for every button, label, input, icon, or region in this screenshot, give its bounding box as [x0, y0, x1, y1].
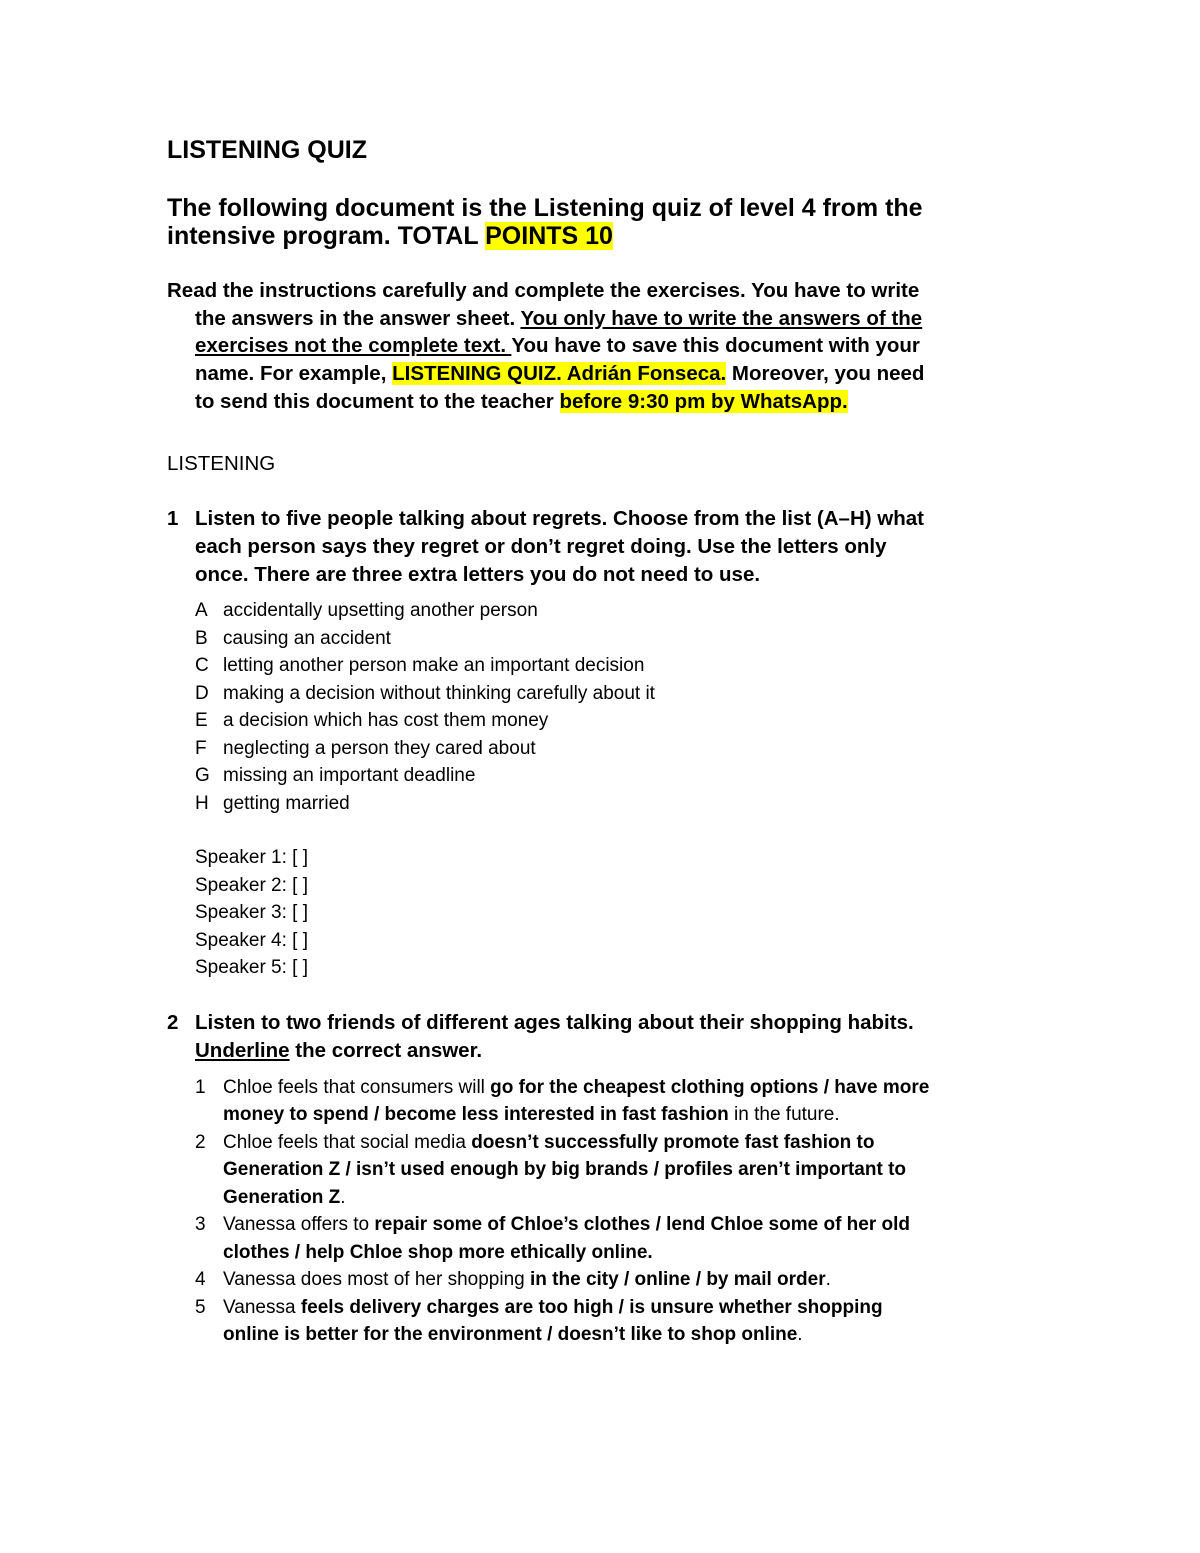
- option-e: [195, 707, 548, 735]
- instructions-underlined: You only have to write the answers of the: [520, 307, 923, 330]
- option-a: [195, 597, 538, 625]
- option-letter: D: [195, 683, 209, 704]
- item-stem: Vanessa does most of her shopping: [223, 1269, 531, 1290]
- item-line: [223, 1321, 803, 1349]
- option-text: getting married: [223, 793, 350, 814]
- example-filename-highlight: LISTENING QUIZ. Adrián Fonseca.: [392, 362, 727, 385]
- answer-choices[interactable]: clothes / help Chloe shop more ethically online.: [223, 1242, 653, 1263]
- speaker-4-answer[interactable]: Speaker 4: [ ]: [195, 930, 309, 951]
- item-number: 1: [195, 1077, 206, 1098]
- instructions-underlined: exercises not the complete text.: [195, 334, 512, 357]
- question-2-line-2: [195, 1037, 482, 1065]
- instructions-line-1: Read the instructions carefully and complete the exercises. You have to write: [167, 279, 920, 302]
- instructions-text: name. For example,: [195, 362, 393, 385]
- instructions-line-5: [195, 388, 848, 416]
- item-stem: .: [340, 1187, 346, 1208]
- answer-choices[interactable]: in the city / online / by mail order: [530, 1269, 826, 1290]
- question-1-number: 1: [167, 507, 179, 530]
- option-letter: H: [195, 793, 209, 814]
- answer-choices[interactable]: doesn’t successfully promote fast fashion to: [471, 1132, 875, 1153]
- item-number: 2: [195, 1132, 206, 1153]
- item-line: [223, 1129, 874, 1157]
- item-line: [223, 1184, 345, 1212]
- speaker-1-answer[interactable]: Speaker 1: [ ]: [195, 847, 309, 868]
- item-number: 4: [195, 1269, 206, 1290]
- option-text: accidentally upsetting another person: [223, 600, 538, 621]
- instructions-line-3: [195, 332, 920, 360]
- option-text: causing an accident: [223, 628, 391, 649]
- question-2-line-1: Listen to two friends of different ages talking about their shopping habits.: [195, 1011, 914, 1034]
- question-1-line-3: once. There are three extra letters you do not need to use.: [195, 563, 761, 586]
- item-line: [223, 1266, 831, 1294]
- option-b: [195, 625, 391, 653]
- instructions-text: the answers in the answer sheet.: [195, 307, 521, 330]
- answer-choices[interactable]: feels delivery charges are too high / is unsure whether shopping: [300, 1297, 883, 1318]
- option-text: letting another person make an important decision: [223, 655, 645, 676]
- subtitle-line-1: The following document is the Listening quiz of level 4 from the: [167, 194, 923, 222]
- question-1-line-2: each person says they regret or don’t regret doing. Use the letters only: [195, 535, 887, 558]
- answer-choices[interactable]: money to spend / become less interested in fast fashion: [223, 1104, 729, 1125]
- option-text: a decision which has cost them money: [223, 710, 549, 731]
- item-stem: Vanessa offers to: [223, 1214, 375, 1235]
- item-line: [223, 1211, 910, 1239]
- item-line: [223, 1074, 929, 1102]
- option-text: neglecting a person they cared about: [223, 738, 536, 759]
- option-c: [195, 652, 644, 680]
- question-2-number: 2: [167, 1011, 179, 1034]
- item-stem: .: [797, 1324, 803, 1345]
- option-letter: F: [195, 738, 207, 759]
- option-letter: B: [195, 628, 208, 649]
- instructions-text: to send this document to the teacher: [195, 390, 560, 413]
- option-d: [195, 680, 655, 708]
- item-line: [223, 1101, 840, 1129]
- answer-choices[interactable]: Generation Z: [223, 1187, 341, 1208]
- item-line: [223, 1294, 883, 1322]
- item-stem: Chloe feels that consumers will: [223, 1077, 491, 1098]
- question-1-line-1: Listen to five people talking about regrets. Choose from the list (A–H) what: [195, 507, 924, 530]
- item-number: 5: [195, 1297, 206, 1318]
- total-points-highlight: POINTS 10: [485, 222, 613, 250]
- instructions-line-4: [195, 360, 924, 388]
- page-title: LISTENING QUIZ: [167, 136, 367, 164]
- option-letter: A: [195, 600, 208, 621]
- instructions-text: You have to save this document with your: [511, 334, 920, 357]
- deadline-highlight: before 9:30 pm by WhatsApp.: [559, 390, 848, 413]
- answer-choices[interactable]: repair some of Chloe’s clothes / lend Chloe some of her old: [374, 1214, 911, 1235]
- option-letter: E: [195, 710, 208, 731]
- option-h: [195, 790, 350, 818]
- option-letter: G: [195, 765, 210, 786]
- option-letter: C: [195, 655, 209, 676]
- answer-choices[interactable]: Generation Z / isn’t used enough by big brands / profiles aren’t important to: [223, 1159, 906, 1180]
- item-stem: Vanessa: [223, 1297, 301, 1318]
- instructions-text: Moreover, you need: [726, 362, 925, 385]
- item-number: 3: [195, 1214, 206, 1235]
- question-2-text: the correct answer.: [289, 1039, 483, 1062]
- subtitle-line-2: [167, 221, 613, 251]
- item-stem: in the future.: [728, 1104, 840, 1125]
- speaker-5-answer[interactable]: Speaker 5: [ ]: [195, 957, 309, 978]
- item-stem: .: [825, 1269, 831, 1290]
- instructions-line-2: [195, 305, 922, 333]
- option-f: [195, 735, 536, 763]
- section-heading: LISTENING: [167, 452, 276, 475]
- speaker-3-answer[interactable]: Speaker 3: [ ]: [195, 902, 309, 923]
- speaker-2-answer[interactable]: Speaker 2: [ ]: [195, 875, 309, 896]
- underline-word: Underline: [195, 1039, 290, 1062]
- answer-choices[interactable]: online is better for the environment / doesn’t like to shop online: [223, 1324, 798, 1345]
- item-stem: Chloe feels that social media: [223, 1132, 472, 1153]
- option-text: making a decision without thinking carefully about it: [223, 683, 655, 704]
- subtitle-text: intensive program. TOTAL: [167, 222, 486, 250]
- answer-choices[interactable]: go for the cheapest clothing options / have more: [490, 1077, 930, 1098]
- option-text: missing an important deadline: [223, 765, 476, 786]
- option-g: [195, 762, 475, 790]
